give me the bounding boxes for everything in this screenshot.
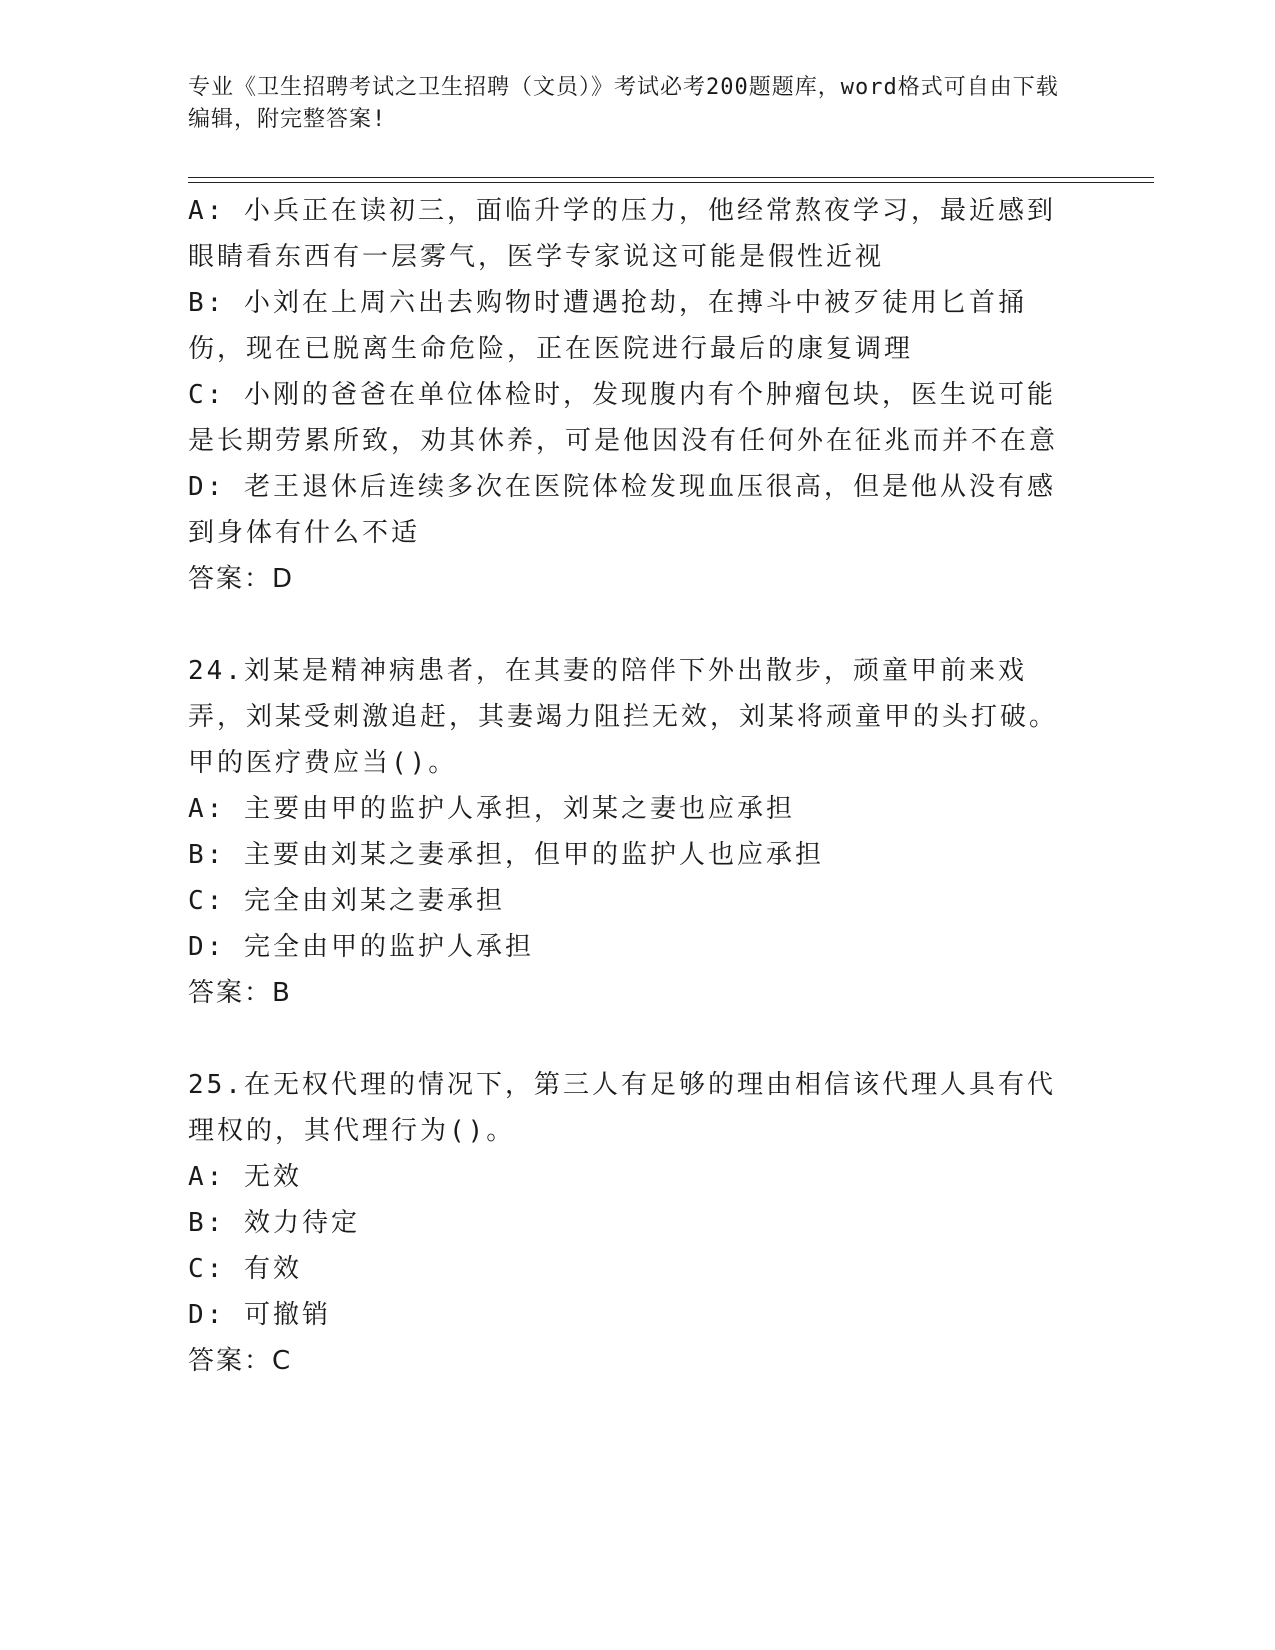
option-d: D: 完全由甲的监护人承担 — [188, 932, 534, 962]
document-header — [188, 72, 1068, 136]
spacer — [188, 1016, 1078, 1062]
answer: 答案：D — [188, 564, 295, 594]
answer: 答案：C — [188, 1346, 293, 1376]
option-b: B: 小刘在上周六出去购物时遭遇抢劫，在搏斗中被歹徒用匕首捅伤，现在已脱离生命危险，正在医院进行最后的康复调理 — [188, 288, 1027, 364]
option-c: C: 有效 — [188, 1254, 302, 1284]
question-23 — [188, 188, 1078, 602]
option-c: C: 小刚的爸爸在单位体检时，发现腹内有个肿瘤包块，医生说可能是长期劳累所致，劝其休养，可是他因没有任何外在征兆而并不在意 — [188, 380, 1059, 456]
option-d: D: 老王退休后连续多次在医院体检发现血压很高，但是他从没有感到身体有什么不适 — [188, 472, 1056, 548]
question-24 — [188, 648, 1078, 1016]
option-c: C: 完全由刘某之妻承担 — [188, 886, 505, 916]
header-divider-bottom — [188, 182, 1154, 183]
option-b: B: 主要由刘某之妻承担，但甲的监护人也应承担 — [188, 840, 824, 870]
question-text: 25.在无权代理的情况下，第三人有足够的理由相信该代理人具有代理权的，其代理行为()。 — [188, 1070, 1056, 1146]
question-text: 24.刘某是精神病患者，在其妻的陪伴下外出散步，顽童甲前来戏弄，刘某受刺激追赶，其妻竭力阻拦无效，刘某将顽童甲的头打破。甲的医疗费应当()。 — [188, 656, 1059, 778]
option-a: A: 小兵正在读初三，面临升学的压力，他经常熬夜学习，最近感到眼睛看东西有一层雾气，医学专家说这可能是假性近视 — [188, 196, 1056, 272]
option-d: D: 可撤销 — [188, 1300, 331, 1330]
option-a: A: 无效 — [188, 1162, 302, 1192]
spacer — [188, 602, 1078, 648]
question-25 — [188, 1062, 1078, 1384]
header-divider-top — [188, 177, 1154, 178]
answer: 答案：B — [188, 978, 292, 1008]
question-list — [188, 188, 1078, 1384]
option-b: B: 效力待定 — [188, 1208, 360, 1238]
header-title: 专业《卫生招聘考试之卫生招聘（文员）》考试必考200题题库，word格式可自由下载编辑，附完整答案! — [188, 75, 1059, 132]
option-a: A: 主要由甲的监护人承担，刘某之妻也应承担 — [188, 794, 795, 824]
